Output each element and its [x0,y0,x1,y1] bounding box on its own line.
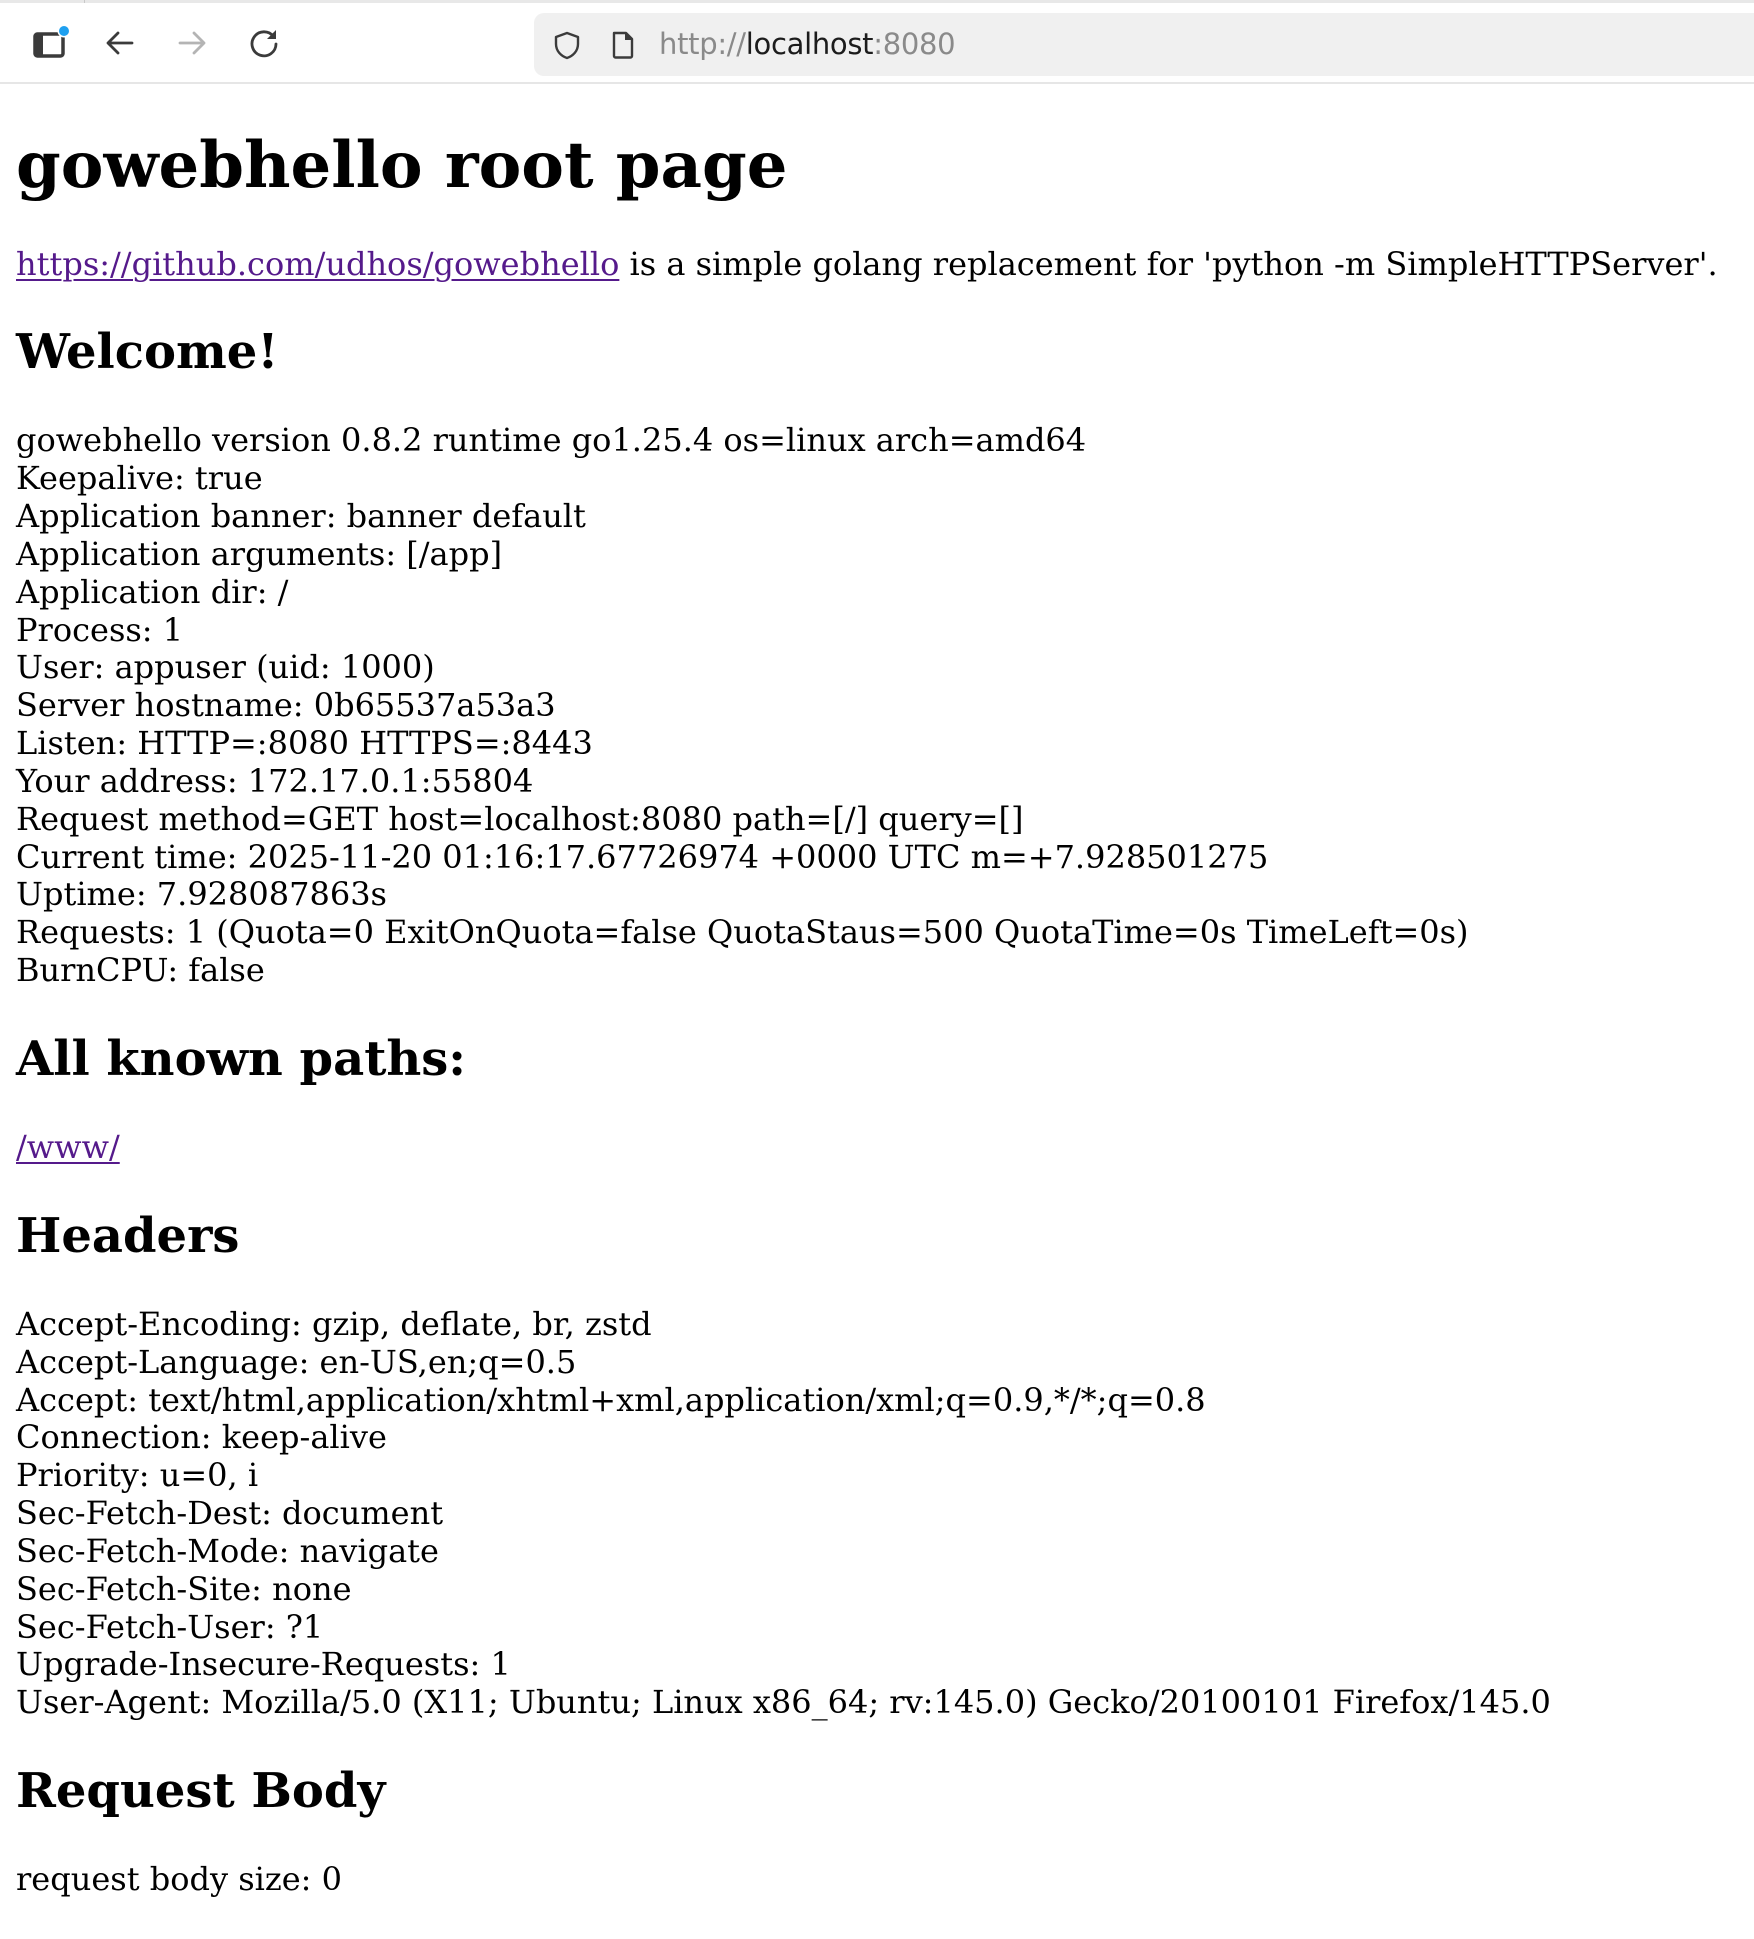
reload-icon [246,25,282,61]
info-line: Requests: 1 (Quota=0 ExitOnQuota=false QuotaStaus=500 QuotaTime=0s TimeLeft=0s) [16,913,1469,952]
browser-toolbar [0,3,1754,84]
page-icon[interactable] [610,30,636,65]
info-line: Listen: HTTP=:8080 HTTPS=:8443 [16,724,593,763]
github-link[interactable]: https://github.com/udhos/gowebhello [16,244,620,283]
info-line: Your address: 172.17.0.1:55804 [16,761,534,800]
info-line: User: appuser (uid: 1000) [16,648,435,687]
page-content [16,84,1738,1939]
header-line: Sec-Fetch-Dest: document [16,1494,444,1533]
info-line: Application banner: banner default [16,497,586,536]
url-port: :8080 [873,27,956,61]
arrow-left-icon [102,25,138,61]
paths-heading: All known paths: [16,1031,466,1087]
sidebar-toggle-button[interactable] [24,3,72,82]
header-line: Priority: u=0, i [16,1456,259,1495]
url-host: localhost [745,27,874,61]
info-line: Application dir: / [16,572,289,611]
shield-icon[interactable] [552,30,582,65]
info-line: Server hostname: 0b65537a53a3 [16,686,556,725]
welcome-info [16,422,1738,990]
info-line: Current time: 2025-11-20 01:16:17.67726974 +0000 UTC m=+7.928501275 [16,837,1269,876]
info-line: Uptime: 7.928087863s [16,875,387,914]
intro-text: is a simple golang replacement for 'python -m SimpleHTTPServer'. [619,244,1718,283]
page-title: gowebhello root page [16,128,788,203]
welcome-heading: Welcome! [16,324,279,381]
header-line: User-Agent: Mozilla/5.0 (X11; Ubuntu; Linux x86_64; rv:145.0) Gecko/20100101 Firefox/145.0 [16,1683,1551,1722]
intro-paragraph [16,246,1738,284]
info-line: gowebhello version 0.8.2 runtime go1.25.4 os=linux arch=amd64 [16,421,1087,460]
info-line: BurnCPU: false [16,951,265,990]
url-text[interactable] [659,13,955,76]
request-body-heading: Request Body [16,1763,386,1820]
header-line: Accept-Encoding: gzip, deflate, br, zstd [16,1304,652,1343]
back-button[interactable] [96,3,144,82]
header-line: Accept-Language: en-US,en;q=0.5 [16,1342,577,1381]
info-line: Request method=GET host=localhost:8080 path=[/] query=[] [16,799,1024,838]
header-line: Upgrade-Insecure-Requests: 1 [16,1645,511,1684]
headers-list [16,1306,1738,1722]
headers-heading: Headers [16,1207,240,1264]
url-scheme: http:// [659,27,746,61]
forward-button[interactable] [168,3,216,82]
sidebar-toggle-icon [26,21,70,65]
info-line: Process: 1 [16,610,184,649]
paths-list [16,1129,1738,1167]
request-body-size: request body size: 0 [16,1860,342,1899]
reload-button[interactable] [240,3,288,82]
path-link-www[interactable]: /www/ [16,1128,120,1166]
header-line: Sec-Fetch-Site: none [16,1569,352,1608]
arrow-right-icon [174,25,210,61]
header-line: Accept: text/html,application/xhtml+xml,application/xml;q=0.9,*/*;q=0.8 [16,1380,1206,1419]
info-line: Application arguments: [/app] [16,534,503,573]
url-bar[interactable] [534,13,1754,76]
header-line: Connection: keep-alive [16,1418,387,1457]
info-line: Keepalive: true [16,459,263,498]
header-line: Sec-Fetch-Mode: navigate [16,1531,439,1570]
header-line: Sec-Fetch-User: ?1 [16,1607,324,1646]
